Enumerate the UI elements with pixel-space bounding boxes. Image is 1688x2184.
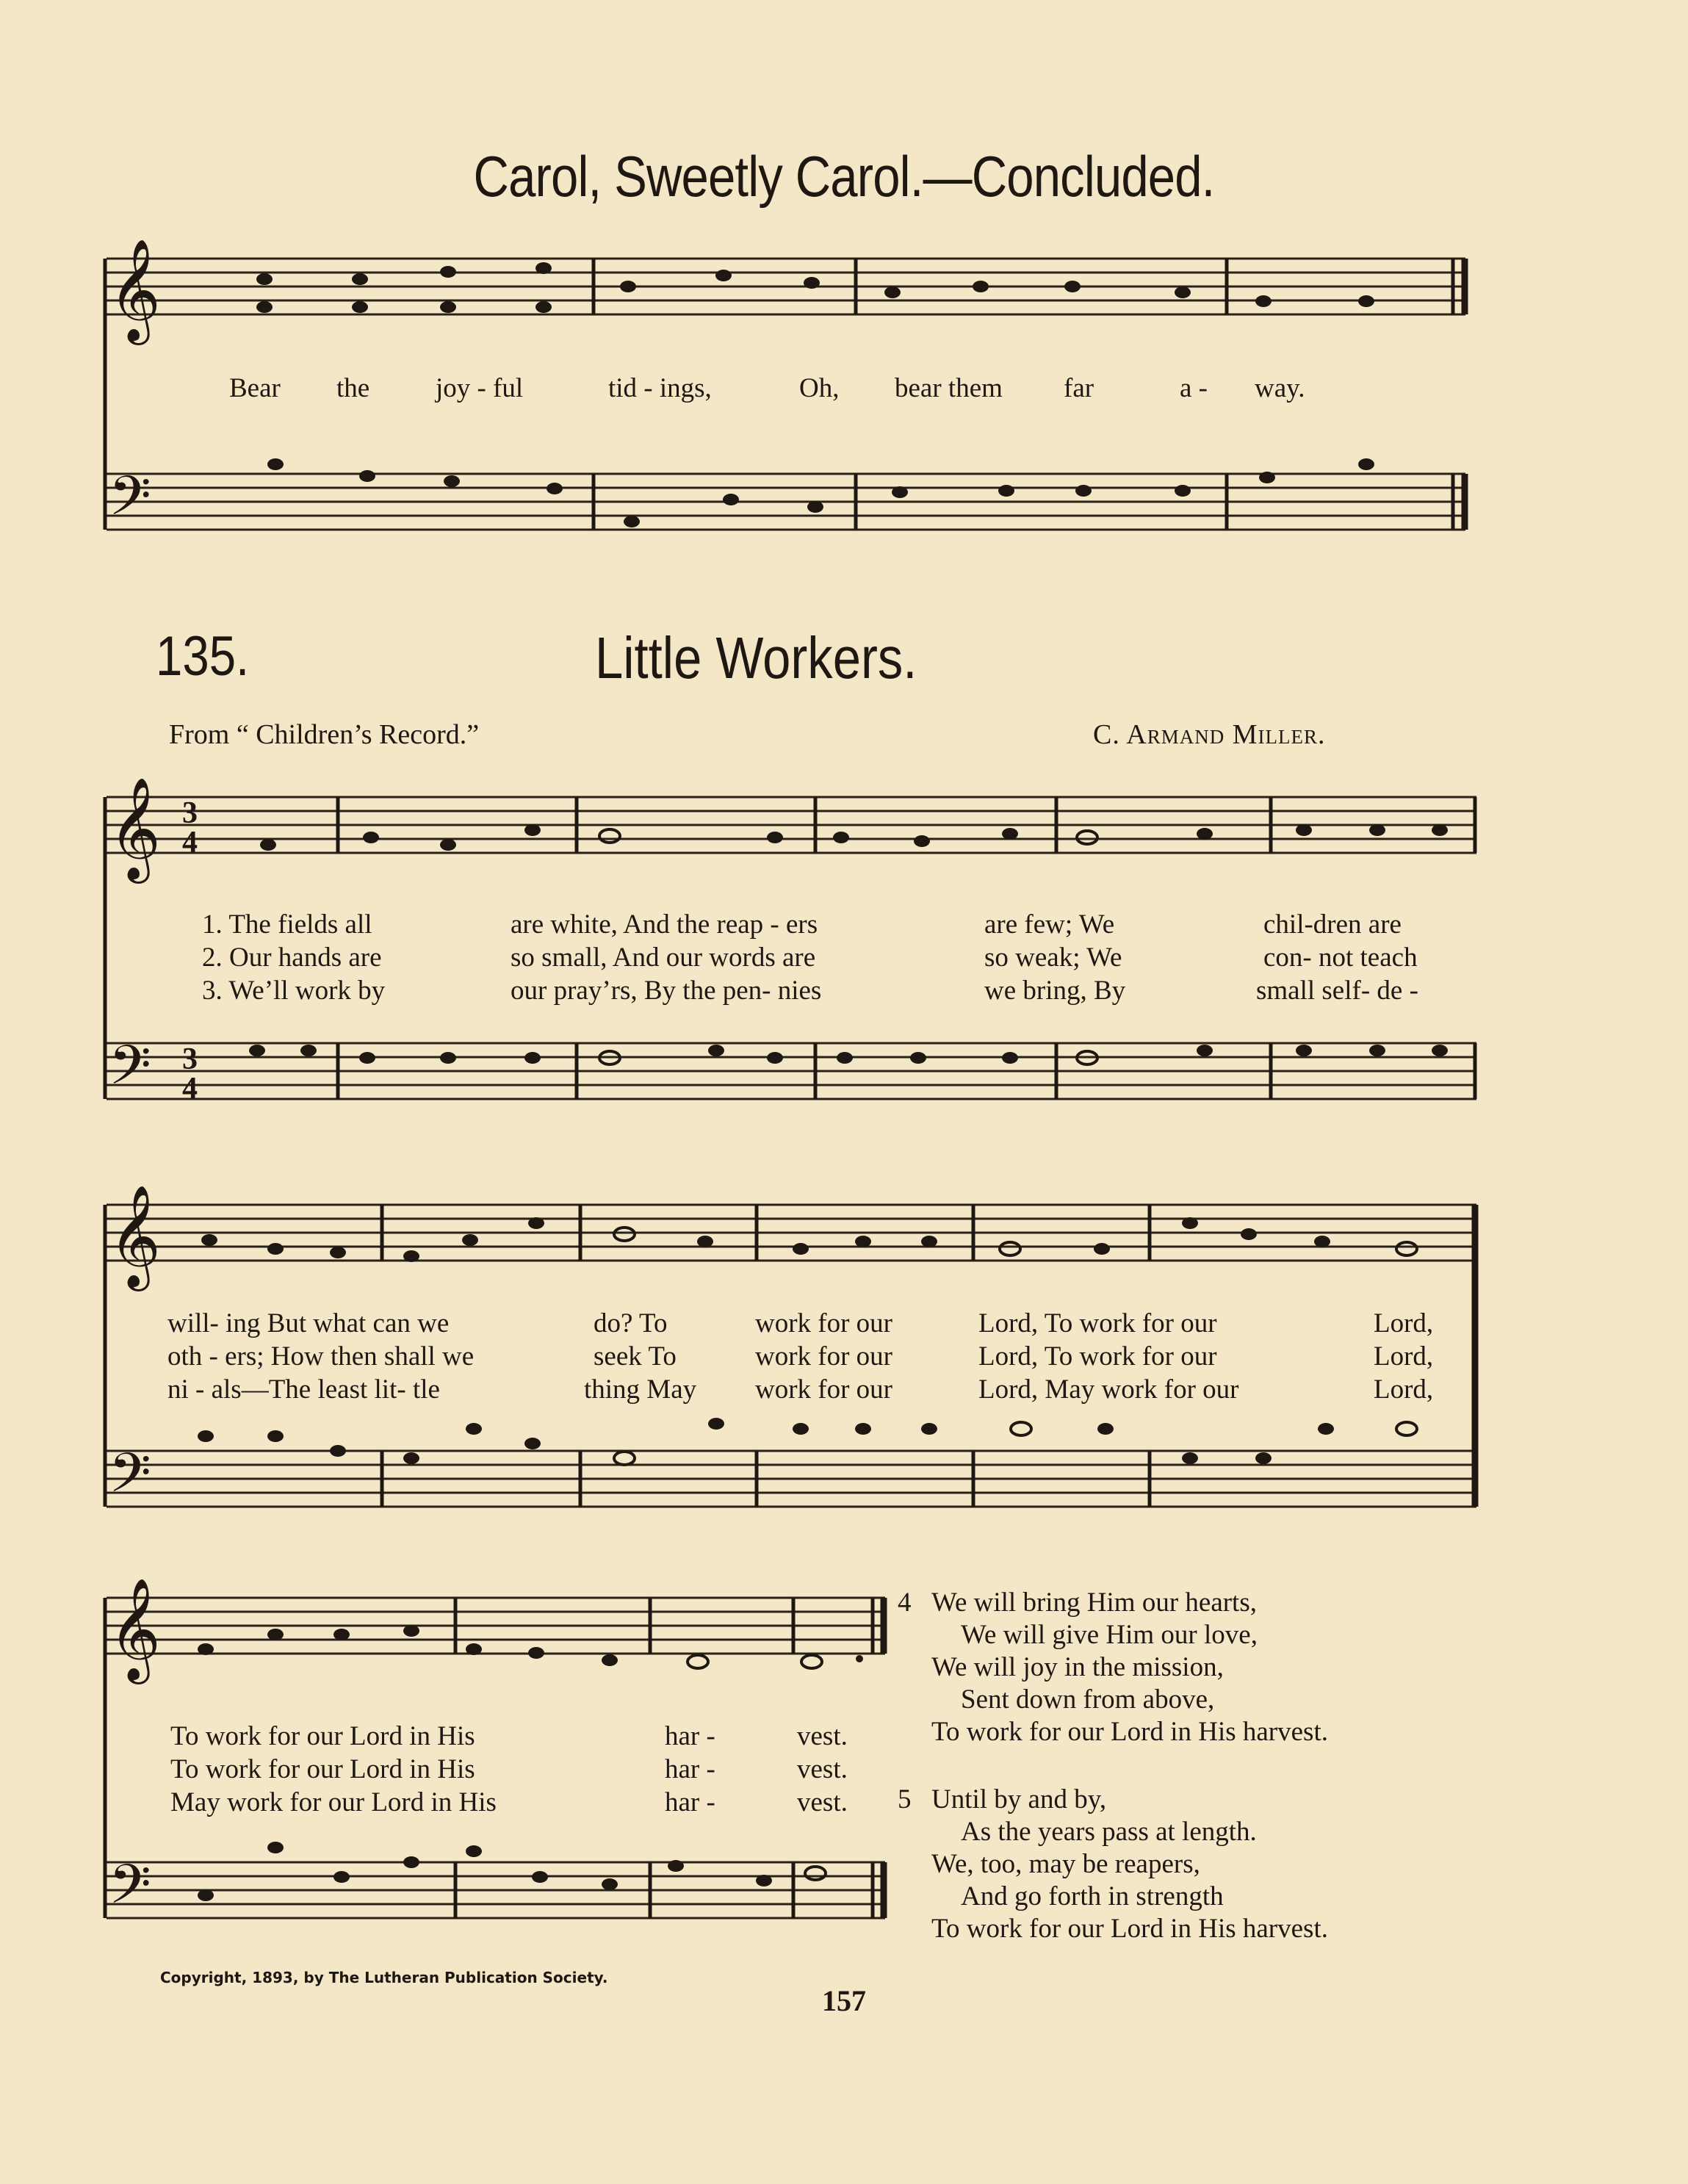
hymn-source: From “ Children’s Record.” — [169, 719, 480, 750]
s3-v2-c: vest. — [797, 1754, 848, 1784]
stanza-4-line: We will give Him our love, — [961, 1620, 1258, 1650]
stanza-4-line: To work for our Lord in His harvest. — [931, 1717, 1328, 1747]
carol-lyric-1: the — [336, 373, 370, 403]
svg-text:𝄢: 𝄢 — [109, 1034, 151, 1111]
s2-v3-a: ni - als—The least lit- tle — [167, 1374, 440, 1405]
s3-bass-staff — [107, 1862, 885, 1918]
s1-v2-b: so small, And our words are — [511, 943, 816, 973]
svg-text:4: 4 — [182, 826, 198, 859]
svg-text:𝄞: 𝄞 — [109, 777, 161, 879]
s2-v1-b: do? To — [594, 1308, 668, 1338]
s2-v3-c: work for our — [755, 1374, 893, 1405]
bar-dots — [856, 1655, 863, 1662]
s2-v1-d: Lord, To work for our — [978, 1308, 1217, 1338]
hymn-number: 135. — [156, 625, 250, 688]
svg-text:𝄢: 𝄢 — [109, 464, 151, 541]
s2-v1-e: Lord, — [1374, 1308, 1434, 1338]
s3-v3-b: har - — [665, 1787, 715, 1817]
stanza-4-line: We will joy in the mission, — [931, 1652, 1224, 1682]
carol-lyric-5: bear them — [895, 373, 1003, 403]
svg-text:𝄢: 𝄢 — [109, 1441, 151, 1518]
s2-v2-b: seek To — [594, 1341, 677, 1372]
stanza-5 — [931, 1784, 1328, 1945]
svg-text:𝄞: 𝄞 — [109, 1185, 161, 1287]
s1-v3-b: our pray’rs, By the pen- nies — [511, 976, 822, 1006]
s3-treble-staff — [107, 1598, 885, 1654]
time-signatures — [182, 796, 198, 1106]
s3-v1-a: To work for our Lord in His — [170, 1721, 475, 1751]
carol-lyric-4: Oh, — [799, 373, 840, 403]
s1-v2-d: con- not teach — [1263, 943, 1418, 973]
s2-v2-d: Lord, To work for our — [978, 1341, 1217, 1372]
s1-v1-a: 1. The fields all — [202, 909, 372, 940]
s1-v1-d: chil-dren are — [1263, 909, 1402, 940]
carol-lyric-0: Bear — [229, 373, 281, 403]
hymn-composer: C. Armand Miller. — [1093, 719, 1326, 750]
s2-v3-e: Lord, — [1374, 1374, 1434, 1405]
carol-lyric-2: joy - ful — [436, 373, 524, 403]
stanza-5-line: And go forth in strength — [961, 1881, 1224, 1911]
page-number: 157 — [822, 1984, 866, 2017]
carol-bass-staff — [107, 474, 1465, 530]
svg-text:𝄢: 𝄢 — [109, 1853, 151, 1930]
stanza-5-number: 5 — [898, 1784, 912, 1814]
s3-v2-a: To work for our Lord in His — [170, 1754, 475, 1784]
stanza-5-line: Until by and by, — [931, 1784, 1107, 1814]
carol-lyric-7: a - — [1180, 373, 1208, 403]
stanza-5-line: We, too, may be reapers, — [931, 1849, 1200, 1879]
s3-v3-c: vest. — [797, 1787, 848, 1817]
stanza-5-line: To work for our Lord in His harvest. — [931, 1914, 1328, 1944]
s1-v3-c: we bring, By — [984, 976, 1126, 1006]
svg-text:𝄞: 𝄞 — [109, 239, 161, 341]
svg-text:4: 4 — [182, 1072, 198, 1106]
s1-v1-c: are few; We — [984, 909, 1115, 940]
hymn-title: Little Workers. — [595, 625, 917, 691]
s2-v2-e: Lord, — [1374, 1341, 1434, 1372]
stanza-4-line: Sent down from above, — [961, 1684, 1215, 1715]
s1-v2-c: so weak; We — [984, 943, 1122, 973]
s1-v3-d: small self- de - — [1256, 976, 1418, 1006]
s2-v2-c: work for our — [755, 1341, 893, 1372]
s2-v1-a: will- ing But what can we — [167, 1308, 450, 1338]
s2-v2-a: oth - ers; How then shall we — [167, 1341, 475, 1372]
s2-treble-staff — [107, 1205, 1476, 1261]
stanza-4 — [931, 1587, 1328, 1748]
copyright-notice: Copyright, 1893, by The Lutheran Publication Society. — [160, 1969, 608, 1986]
svg-text:𝄞: 𝄞 — [109, 1578, 161, 1680]
s3-v1-c: vest. — [797, 1721, 848, 1751]
s2-v3-d: Lord, May work for our — [978, 1374, 1239, 1405]
s3-v3-a: May work for our Lord in His — [170, 1787, 497, 1817]
s1-v1-b: are white, And the reap - ers — [511, 909, 818, 940]
carol-title: Carol, Sweetly Carol.—Concluded. — [473, 144, 1215, 209]
carol-lyric-3: tid - ings, — [608, 373, 712, 403]
s2-v3-b: thing May — [584, 1374, 697, 1405]
s2-v1-c: work for our — [755, 1308, 893, 1338]
stanza-4-number: 4 — [898, 1587, 912, 1618]
carol-lyric-6: far — [1064, 373, 1094, 403]
stanza-4-line: We will bring Him our hearts, — [931, 1587, 1257, 1618]
s3-v1-b: har - — [665, 1721, 715, 1751]
s3-v2-b: har - — [665, 1754, 715, 1784]
svg-text:3: 3 — [182, 796, 198, 830]
stanza-5-line: As the years pass at length. — [961, 1817, 1257, 1847]
svg-text:3: 3 — [182, 1042, 198, 1076]
carol-lyric-8: way. — [1255, 373, 1305, 403]
s1-v2-a: 2. Our hands are — [202, 943, 382, 973]
s1-v3-a: 3. We’ll work by — [202, 976, 386, 1006]
